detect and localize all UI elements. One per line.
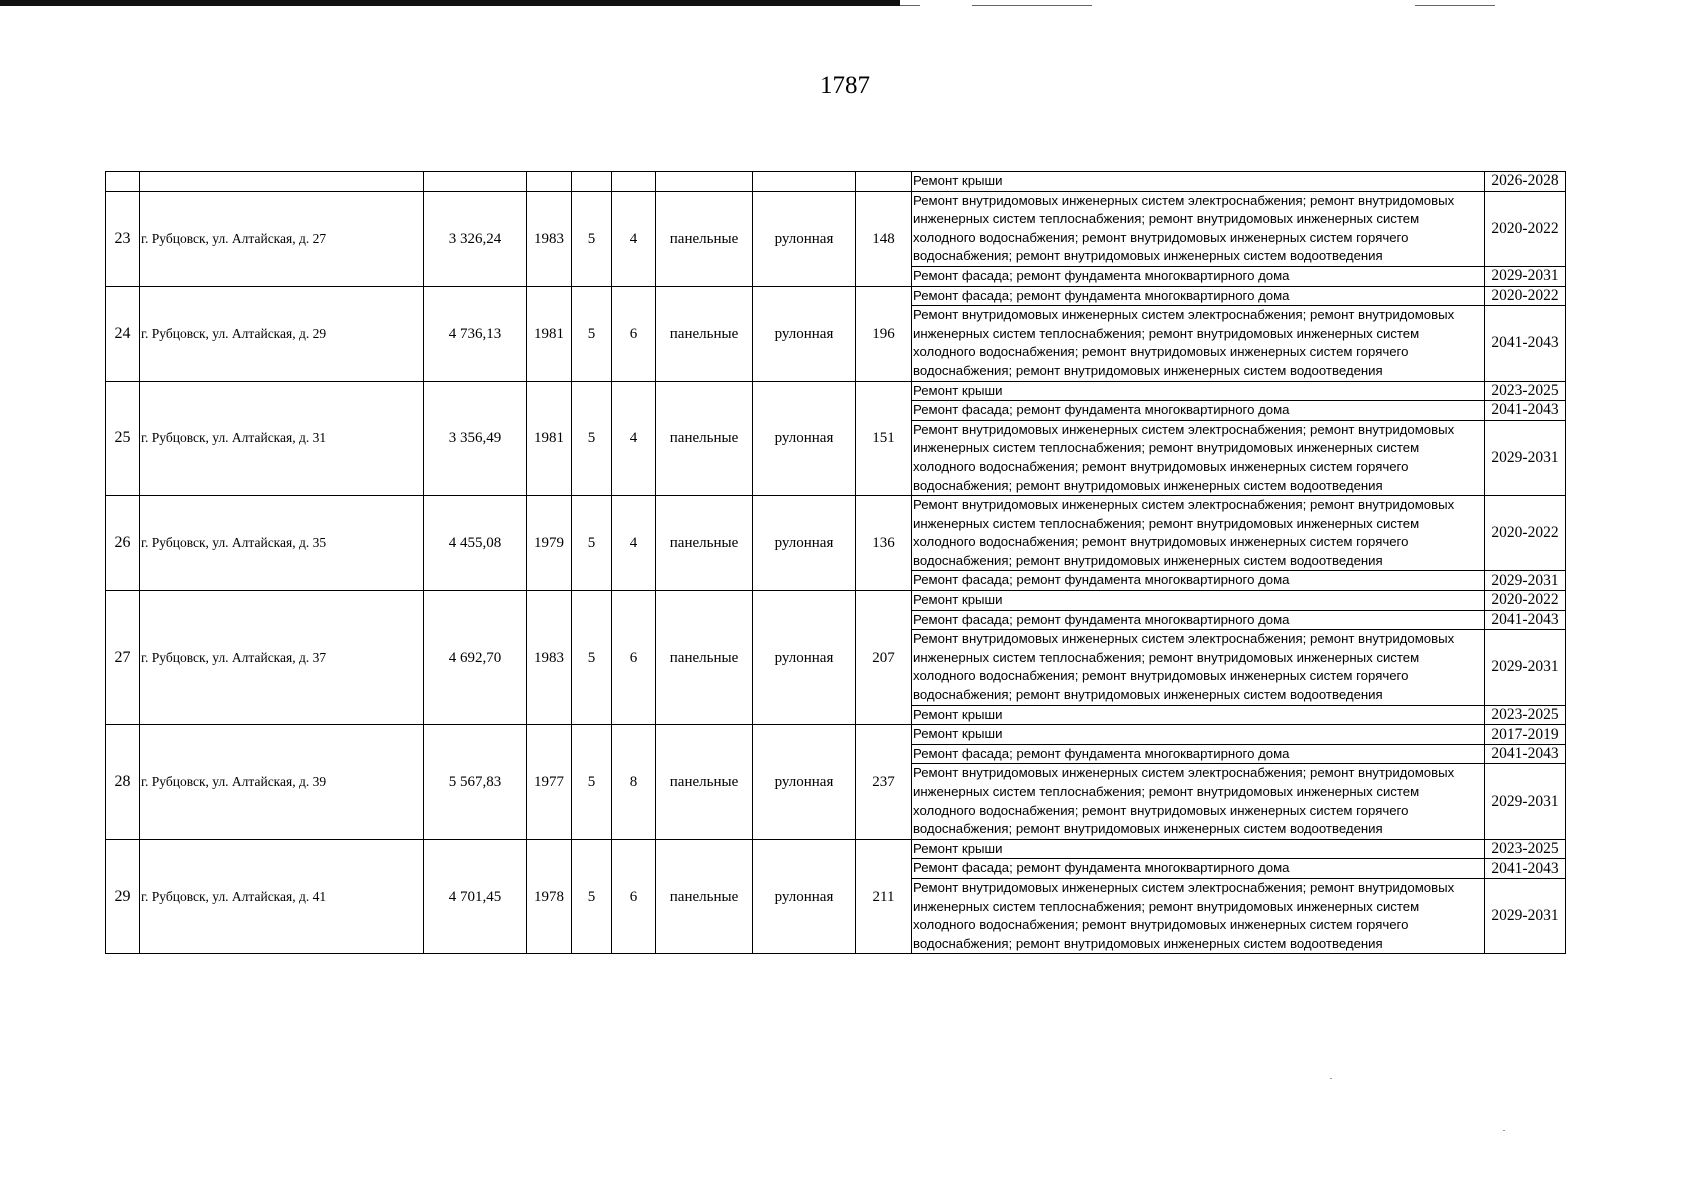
work-period: 2020-2022: [1485, 191, 1566, 266]
roof-type: рулонная: [753, 725, 856, 840]
total-area: 4 701,45: [424, 839, 527, 954]
cell-empty: [856, 172, 912, 192]
wall-material: панельные: [656, 286, 753, 381]
work-period: 2041-2043: [1485, 401, 1566, 421]
floor-count: 5: [572, 286, 612, 381]
floor-count: 5: [572, 381, 612, 496]
roof-type: рулонная: [753, 286, 856, 381]
roof-type: рулонная: [753, 191, 856, 286]
work-period: 2029-2031: [1485, 420, 1566, 495]
work-period: 2020-2022: [1485, 496, 1566, 571]
total-area: 5 567,83: [424, 725, 527, 840]
work-period: 2020-2022: [1485, 591, 1566, 611]
table-row-carry-over: [106, 172, 1566, 192]
work-period: 2020-2022: [1485, 286, 1566, 306]
row-number: 27: [106, 591, 140, 725]
work-description: Ремонт фасада; ремонт фундамента многоквартирного дома: [912, 859, 1485, 879]
address: г. Рубцовск, ул. Алтайская, д. 31: [140, 381, 424, 496]
total-area: 4 736,13: [424, 286, 527, 381]
work-period: 2026-2028: [1485, 172, 1566, 192]
build-year: 1981: [527, 381, 572, 496]
work-description: Ремонт внутридомовых инженерных систем электроснабжения; ремонт внутридомовых инженерных систем теплоснабжения; ремонт внутридомовых инженерных систем холодного водоснабжения; ремонт внутридомовых инженерных систем горячего водоснабжения; ремонт внутридомовых инженерных систем водоотведения: [912, 496, 1485, 571]
roof-type: рулонная: [753, 496, 856, 591]
address: г. Рубцовск, ул. Алтайская, д. 39: [140, 725, 424, 840]
repair-schedule-table: [105, 171, 1566, 954]
address: г. Рубцовск, ул. Алтайская, д. 29: [140, 286, 424, 381]
wall-material: панельные: [656, 591, 753, 725]
entrance-count: 6: [612, 591, 656, 725]
resident-count: 207: [856, 591, 912, 725]
resident-count: 237: [856, 725, 912, 840]
work-period: 2029-2031: [1485, 630, 1566, 705]
roof-type: рулонная: [753, 591, 856, 725]
total-area: 4 455,08: [424, 496, 527, 591]
wall-material: панельные: [656, 839, 753, 954]
work-description: Ремонт крыши: [912, 172, 1485, 192]
work-period: 2029-2031: [1485, 571, 1566, 591]
cell-empty: [612, 172, 656, 192]
roof-type: рулонная: [753, 381, 856, 496]
work-description: Ремонт фасада; ремонт фундамента многоквартирного дома: [912, 401, 1485, 421]
row-number: 26: [106, 496, 140, 591]
work-period: 2029-2031: [1485, 764, 1566, 839]
work-description: Ремонт внутридомовых инженерных систем электроснабжения; ремонт внутридомовых инженерных систем теплоснабжения; ремонт внутридомовых инженерных систем холодного водоснабжения; ремонт внутридомовых инженерных систем горячего водоснабжения; ремонт внутридомовых инженерных систем водоотведения: [912, 306, 1485, 381]
floor-count: 5: [572, 725, 612, 840]
scan-edge-line: [1415, 5, 1495, 6]
floor-count: 5: [572, 591, 612, 725]
work-description: Ремонт внутридомовых инженерных систем электроснабжения; ремонт внутридомовых инженерных систем теплоснабжения; ремонт внутридомовых инженерных систем холодного водоснабжения; ремонт внутридомовых инженерных систем горячего водоснабжения; ремонт внутридомовых инженерных систем водоотведения: [912, 878, 1485, 953]
work-description: Ремонт крыши: [912, 591, 1485, 611]
table-row: [106, 591, 1566, 611]
row-number: 23: [106, 191, 140, 286]
entrance-count: 4: [612, 496, 656, 591]
table-row: [106, 191, 1566, 266]
work-period: 2023-2025: [1485, 381, 1566, 401]
work-description: Ремонт внутридомовых инженерных систем электроснабжения; ремонт внутридомовых инженерных систем теплоснабжения; ремонт внутридомовых инженерных систем холодного водоснабжения; ремонт внутридомовых инженерных систем горячего водоснабжения; ремонт внутридомовых инженерных систем водоотведения: [912, 764, 1485, 839]
work-period: 2041-2043: [1485, 744, 1566, 764]
wall-material: панельные: [656, 381, 753, 496]
build-year: 1979: [527, 496, 572, 591]
table-row: [106, 496, 1566, 571]
row-number: 28: [106, 725, 140, 840]
work-period: 2041-2043: [1485, 306, 1566, 381]
page-number: 1787: [820, 72, 870, 99]
cell-empty: [656, 172, 753, 192]
build-year: 1983: [527, 191, 572, 286]
work-period: 2029-2031: [1485, 266, 1566, 286]
build-year: 1983: [527, 591, 572, 725]
work-description: Ремонт крыши: [912, 839, 1485, 859]
row-number: 29: [106, 839, 140, 954]
wall-material: панельные: [656, 725, 753, 840]
table-row: [106, 725, 1566, 745]
cell-empty: [424, 172, 527, 192]
cell-empty: [106, 172, 140, 192]
work-period: 2041-2043: [1485, 610, 1566, 630]
address: г. Рубцовск, ул. Алтайская, д. 35: [140, 496, 424, 591]
total-area: 3 326,24: [424, 191, 527, 286]
work-description: Ремонт фасада; ремонт фундамента многоквартирного дома: [912, 266, 1485, 286]
work-period: 2029-2031: [1485, 878, 1566, 953]
work-period: 2023-2025: [1485, 839, 1566, 859]
work-description: Ремонт фасада; ремонт фундамента многоквартирного дома: [912, 286, 1485, 306]
entrance-count: 4: [612, 191, 656, 286]
wall-material: панельные: [656, 191, 753, 286]
resident-count: 211: [856, 839, 912, 954]
total-area: 4 692,70: [424, 591, 527, 725]
cell-empty: [140, 172, 424, 192]
address: г. Рубцовск, ул. Алтайская, д. 37: [140, 591, 424, 725]
floor-count: 5: [572, 839, 612, 954]
build-year: 1977: [527, 725, 572, 840]
scan-speck: [1330, 1078, 1332, 1079]
work-period: 2041-2043: [1485, 859, 1566, 879]
table-row: [106, 839, 1566, 859]
resident-count: 136: [856, 496, 912, 591]
work-description: Ремонт внутридомовых инженерных систем электроснабжения; ремонт внутридомовых инженерных систем теплоснабжения; ремонт внутридомовых инженерных систем холодного водоснабжения; ремонт внутридомовых инженерных систем горячего водоснабжения; ремонт внутридомовых инженерных систем водоотведения: [912, 191, 1485, 266]
resident-count: 196: [856, 286, 912, 381]
entrance-count: 6: [612, 839, 656, 954]
work-description: Ремонт фасада; ремонт фундамента многоквартирного дома: [912, 744, 1485, 764]
entrance-count: 6: [612, 286, 656, 381]
build-year: 1981: [527, 286, 572, 381]
address: г. Рубцовск, ул. Алтайская, д. 27: [140, 191, 424, 286]
resident-count: 148: [856, 191, 912, 286]
build-year: 1978: [527, 839, 572, 954]
address: г. Рубцовск, ул. Алтайская, д. 41: [140, 839, 424, 954]
total-area: 3 356,49: [424, 381, 527, 496]
roof-type: рулонная: [753, 839, 856, 954]
row-number: 24: [106, 286, 140, 381]
scan-edge-line: [900, 5, 920, 6]
work-description: Ремонт фасада; ремонт фундамента многоквартирного дома: [912, 610, 1485, 630]
table-row: [106, 286, 1566, 306]
cell-empty: [527, 172, 572, 192]
work-description: Ремонт крыши: [912, 705, 1485, 725]
wall-material: панельные: [656, 496, 753, 591]
table-body: [106, 172, 1566, 954]
floor-count: 5: [572, 191, 612, 286]
resident-count: 151: [856, 381, 912, 496]
scan-edge-line: [972, 5, 1092, 6]
cell-empty: [572, 172, 612, 192]
row-number: 25: [106, 381, 140, 496]
work-description: Ремонт внутридомовых инженерных систем электроснабжения; ремонт внутридомовых инженерных систем теплоснабжения; ремонт внутридомовых инженерных систем холодного водоснабжения; ремонт внутридомовых инженерных систем горячего водоснабжения; ремонт внутридомовых инженерных систем водоотведения: [912, 420, 1485, 495]
work-description: Ремонт фасада; ремонт фундамента многоквартирного дома: [912, 571, 1485, 591]
entrance-count: 4: [612, 381, 656, 496]
table-row: [106, 381, 1566, 401]
scan-speck: [1503, 1130, 1505, 1131]
scan-edge-top: [0, 0, 900, 6]
entrance-count: 8: [612, 725, 656, 840]
cell-empty: [753, 172, 856, 192]
work-period: 2023-2025: [1485, 705, 1566, 725]
floor-count: 5: [572, 496, 612, 591]
work-period: 2017-2019: [1485, 725, 1566, 745]
work-description: Ремонт крыши: [912, 381, 1485, 401]
work-description: Ремонт внутридомовых инженерных систем электроснабжения; ремонт внутридомовых инженерных систем теплоснабжения; ремонт внутридомовых инженерных систем холодного водоснабжения; ремонт внутридомовых инженерных систем горячего водоснабжения; ремонт внутридомовых инженерных систем водоотведения: [912, 630, 1485, 705]
work-description: Ремонт крыши: [912, 725, 1485, 745]
